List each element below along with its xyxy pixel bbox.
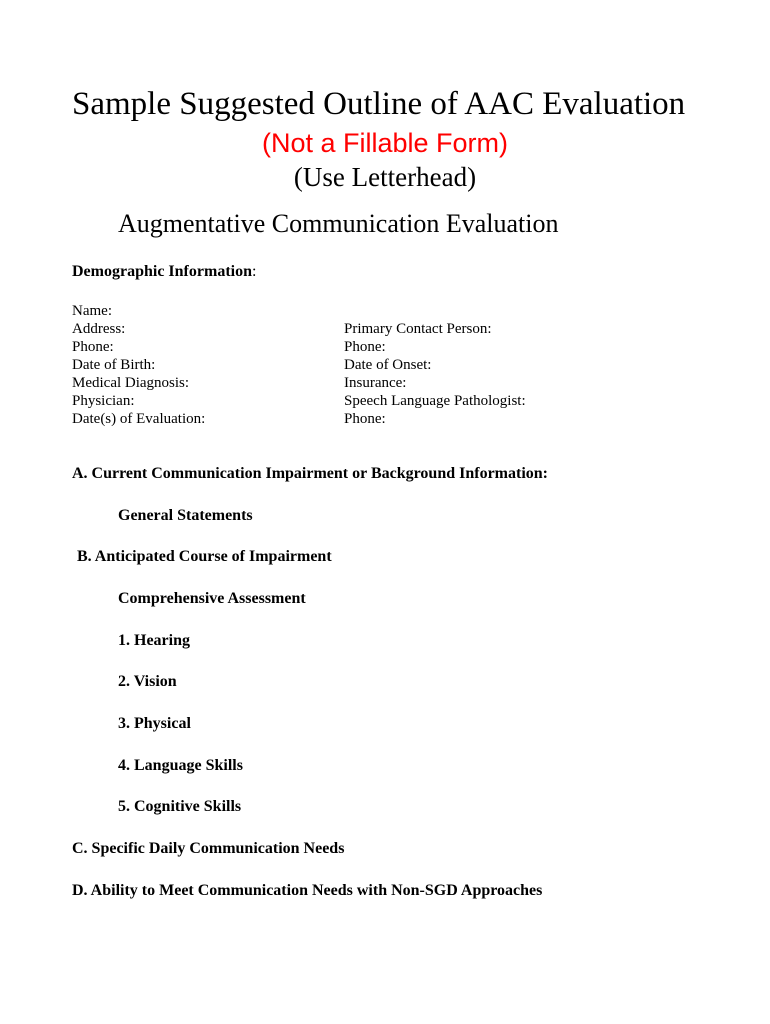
item-hearing: 1. Hearing <box>118 632 190 649</box>
field-phone: Phone: <box>72 339 114 355</box>
not-fillable-notice: (Not a Fillable Form) <box>261 128 509 158</box>
field-insurance: Insurance: <box>344 375 407 391</box>
field-date-of-onset: Date of Onset: <box>344 357 432 373</box>
item-language-skills: 4. Language Skills <box>118 757 243 774</box>
demographic-left-column <box>72 302 205 428</box>
field-contact-phone: Phone: <box>344 339 386 355</box>
general-statements-heading: General Statements <box>118 507 253 524</box>
field-physician: Physician: <box>72 393 135 409</box>
section-c-heading: C. Specific Daily Communication Needs <box>72 840 345 857</box>
letterhead-notice: (Use Letterhead) <box>293 162 477 192</box>
field-slp: Speech Language Pathologist: <box>344 393 526 409</box>
comprehensive-assessment-heading: Comprehensive Assessment <box>118 590 306 607</box>
field-address: Address: <box>72 321 126 337</box>
document-title: Sample Suggested Outline of AAC Evaluation <box>72 86 686 122</box>
field-name: Name: <box>72 303 112 319</box>
demographic-label: Demographic Information <box>72 263 252 280</box>
field-date-of-birth: Date of Birth: <box>72 357 156 373</box>
evaluation-heading: Augmentative Communication Evaluation <box>118 209 559 238</box>
item-vision: 2. Vision <box>118 673 177 690</box>
section-a-heading: A. Current Communication Impairment or Background Information: <box>72 465 549 482</box>
section-d-heading: D. Ability to Meet Communication Needs with Non-SGD Approaches <box>72 882 543 899</box>
demographic-right-column <box>344 320 526 428</box>
demographic-heading <box>72 262 256 282</box>
field-evaluation-dates: Date(s) of Evaluation: <box>72 411 206 427</box>
item-physical: 3. Physical <box>118 715 191 732</box>
field-slp-phone: Phone: <box>344 411 386 427</box>
field-medical-diagnosis: Medical Diagnosis: <box>72 375 190 391</box>
item-cognitive-skills: 5. Cognitive Skills <box>118 798 242 815</box>
section-b-heading: B. Anticipated Course of Impairment <box>77 548 332 565</box>
field-primary-contact: Primary Contact Person: <box>344 321 492 337</box>
demographic-colon: : <box>251 263 257 280</box>
